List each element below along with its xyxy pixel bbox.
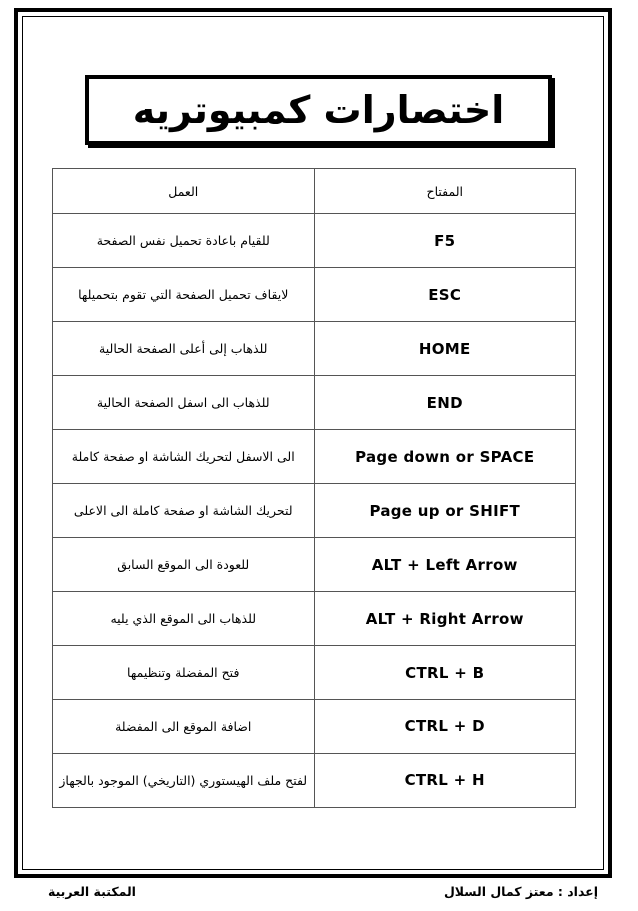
footer-library: المكتبة العربية	[48, 884, 136, 899]
key-cell: ESC	[314, 268, 576, 322]
table-row	[53, 322, 576, 376]
table-row	[53, 700, 576, 754]
action-cell: لايقاف تحميل الصفحة التي تقوم بتحميلها	[53, 268, 315, 322]
action-cell: للقيام باعادة تحميل نفس الصفحة	[53, 214, 315, 268]
action-cell: للذهاب إلى أعلى الصفحة الحالية	[53, 322, 315, 376]
table-row	[53, 484, 576, 538]
table-row	[53, 430, 576, 484]
key-cell: CTRL + B	[314, 646, 576, 700]
key-cell: ALT + Left Arrow	[314, 538, 576, 592]
page-title: اختصارات كمبيوتريه	[132, 88, 505, 132]
shortcuts-table	[52, 168, 576, 808]
action-cell: لتحريك الشاشة او صفحة كاملة الى الاعلى	[53, 484, 315, 538]
header-key: المفتاح	[314, 169, 576, 214]
key-cell: F5	[314, 214, 576, 268]
table-row	[53, 753, 576, 807]
action-cell: الى الاسفل لتحريك الشاشة او صفحة كاملة	[53, 430, 315, 484]
footer-author: إعداد : معتز كمال السلال	[443, 884, 598, 899]
title-box	[85, 75, 552, 145]
table-header-row	[53, 169, 576, 214]
key-cell: CTRL + H	[314, 753, 576, 807]
action-cell: اضافة الموقع الى المفضلة	[53, 700, 315, 754]
key-cell: HOME	[314, 322, 576, 376]
key-cell: Page up or SHIFT	[314, 484, 576, 538]
table-row	[53, 376, 576, 430]
action-cell: فتح المفضلة وتنظيمها	[53, 646, 315, 700]
table-row	[53, 592, 576, 646]
table-row	[53, 538, 576, 592]
action-cell: للذهاب الى الموقع الذي يليه	[53, 592, 315, 646]
key-cell: CTRL + D	[314, 700, 576, 754]
key-cell: END	[314, 376, 576, 430]
table-row	[53, 268, 576, 322]
table-row	[53, 214, 576, 268]
action-cell: لفتح ملف الهيستوري (التاريخي) الموجود بالجهاز	[53, 753, 315, 807]
key-cell: Page down or SPACE	[314, 430, 576, 484]
table-row	[53, 646, 576, 700]
action-cell: للذهاب الى اسفل الصفحة الحالية	[53, 376, 315, 430]
header-action: العمل	[53, 169, 315, 214]
key-cell: ALT + Right Arrow	[314, 592, 576, 646]
action-cell: للعودة الى الموقع السابق	[53, 538, 315, 592]
